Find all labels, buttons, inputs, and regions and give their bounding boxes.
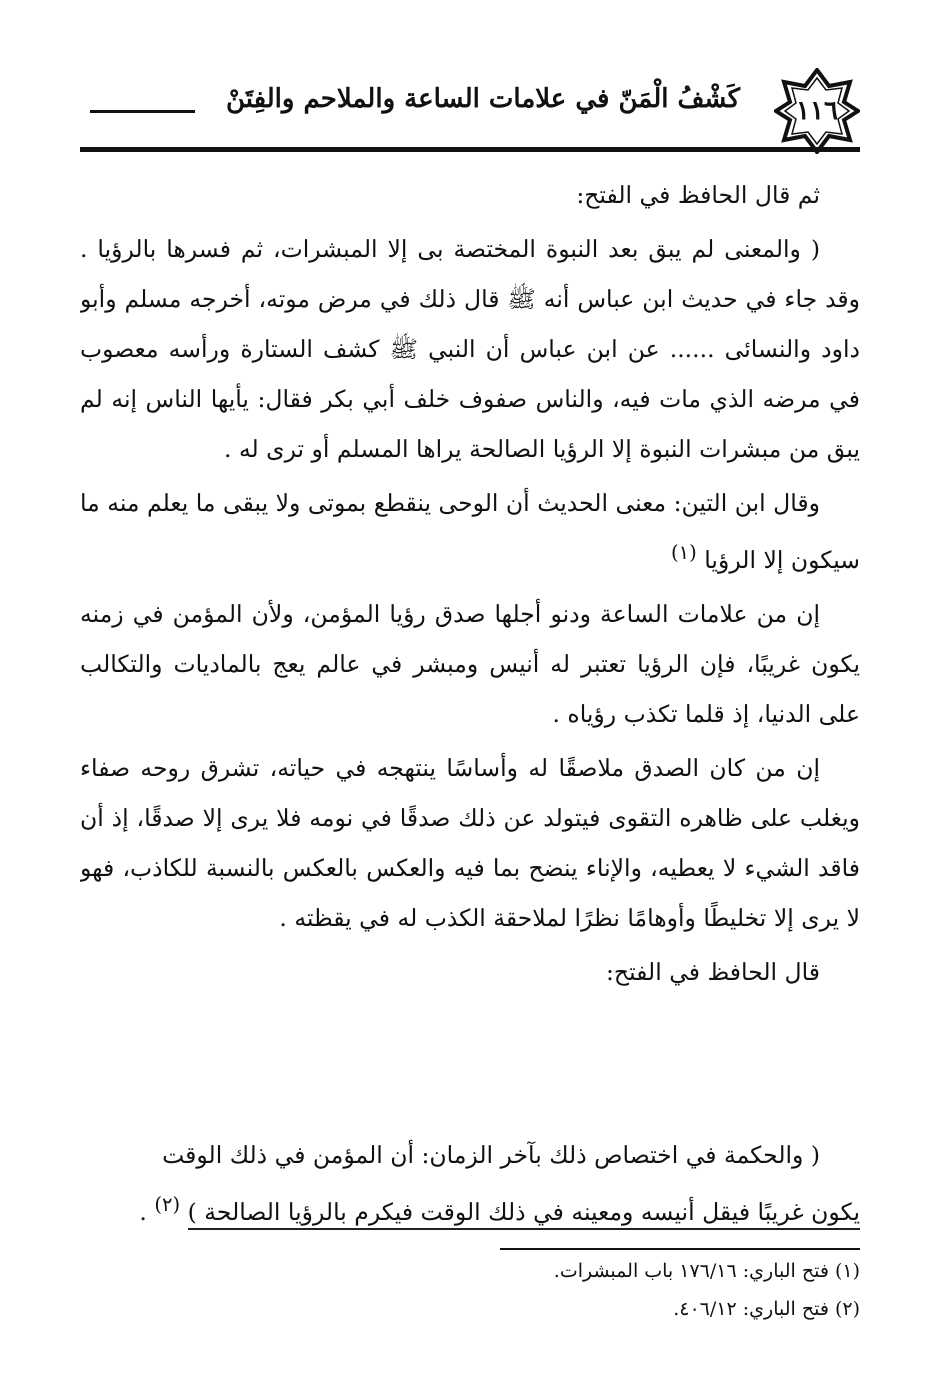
footnotes	[80, 1252, 860, 1328]
quote-text: يكون غريبًا فيقل أنيسه ومعينه في ذلك الوقت فيكرم بالرؤيا الصالحة )	[188, 1198, 860, 1230]
running-title: كَشْفُ الْمَنّ في علامات الساعة والملاحم والفِتَنْ	[225, 84, 740, 114]
footnote: (١) فتح الباري: ١٧٦/١٦ باب المبشرات.	[553, 1260, 860, 1282]
footnote-ref[interactable]: (٢)	[154, 1193, 181, 1216]
quote-paragraph: ( والمعنى لم يبق بعد النبوة المختصة بى إلا المبشرات، ثم فسرها بالرؤيا . وقد جاء في حديث ابن عباس أنه ﷺ قال ذلك في مرض موته، أخرجه مسلم وأبو داود والنسائى ...... عن ابن عباس أن النبي ﷺ كشف الستارة ورأسه معصوب في مرضه الذي مات فيه، والناس صفوف خلف أبي بكر فقال: يأيها الناس إنه لم يبق من مبشرات النبوة إلا الرؤيا الصالحة يراها المسلم أو ترى له .	[80, 235, 860, 463]
paragraph	[80, 478, 860, 585]
page-header	[80, 60, 860, 155]
header-rule	[80, 147, 860, 152]
quote-line: ( والحكمة في اختصاص ذلك بآخر الزمان: أن المؤمن في ذلك الوقت	[162, 1141, 820, 1169]
paragraph-text: وقال ابن التين: معنى الحديث أن الوحى ينقطع بموتى ولا يبقى ما يعلم منه ما سيكون إلا الرؤيا	[80, 489, 860, 574]
footnote: (٢) فتح الباري: ٤٠٦/١٢.	[673, 1298, 860, 1320]
quote-block	[80, 1130, 860, 1240]
page-number: ١١٦	[796, 96, 838, 126]
quote-end: .	[139, 1197, 147, 1226]
header-dash-divider	[90, 110, 195, 113]
footnote-divider	[500, 1248, 860, 1250]
paragraph: إن من كان الصدق ملاصقًا له وأساسًا ينتهجه في حياته، تشرق روحه صفاء ويغلب على ظاهره التقوى فيتولد عن ذلك صدقًا في نومه فلا يرى إلا صدقًا، إذ أن فاقد الشيء لا يعطيه، والإناء ينضح بما فيه والعكس بالعكس بالنسبة للكاذب، فهو لا يرى إلا تخليطًا وأوهامًا نظرًا لملاحقة الكذب له في يقظته .	[80, 753, 860, 932]
page-number-badge	[774, 68, 860, 154]
footnote-ref[interactable]: (١)	[670, 541, 697, 564]
quote-line-last	[80, 1180, 860, 1237]
paragraph: قال الحافظ في الفتح:	[605, 957, 820, 986]
paragraph: إن من علامات الساعة ودنو أجلها صدق رؤيا المؤمن، ولأن المؤمن في زمنه يكون غريبًا، فإن الرؤيا تعتبر له أنيس ومبشر في عالم يعج بالماديات والتكالب على الدنيا، إذ قلما تكذب رؤياه .	[80, 599, 860, 728]
paragraph: ثم قال الحافظ في الفتح:	[576, 181, 820, 209]
main-text	[80, 170, 860, 1050]
